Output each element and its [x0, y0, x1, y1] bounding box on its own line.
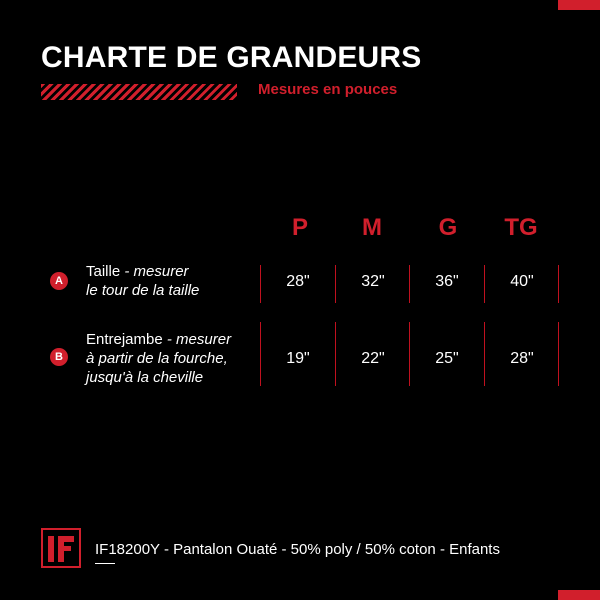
brand-logo	[41, 528, 81, 568]
cell-waist-m: 32"	[361, 273, 385, 290]
row-label-note: jusqu'à la cheville	[86, 369, 204, 386]
row-badge-a: A	[50, 272, 68, 290]
page-title: CHARTE DE GRANDEURS	[41, 41, 422, 74]
row-label-note: le tour de la taille	[86, 282, 200, 299]
corner-accent-top	[558, 0, 600, 10]
size-header-p: P	[291, 214, 308, 241]
size-header-tg: TG	[504, 214, 538, 241]
cell-waist-g: 36"	[435, 273, 459, 290]
cell-inseam-m: 22"	[361, 350, 385, 367]
corner-accent-bottom	[558, 590, 600, 600]
row-label-main: Taille	[86, 263, 121, 280]
cell-waist-p: 28"	[286, 273, 310, 290]
cell-inseam-g: 25"	[435, 350, 459, 367]
row-label-waist	[86, 262, 199, 300]
row-label-note: - mesurer	[162, 331, 232, 348]
cell-inseam-tg: 28"	[510, 350, 534, 367]
size-header-g: G	[438, 214, 458, 241]
footer-underline	[95, 563, 115, 564]
row-label-note: à partir de la fourche,	[86, 350, 228, 367]
row-label-main: Entrejambe	[86, 331, 163, 348]
product-description: IF18200Y - Pantalon Ouaté - 50% poly / 50% coton - Enfants	[95, 541, 500, 558]
row-label-inseam	[86, 330, 231, 387]
cell-waist-tg: 40"	[510, 273, 534, 290]
hazard-stripe-decoration	[41, 84, 237, 100]
row-label-note: - mesurer	[120, 263, 189, 280]
cell-inseam-p: 19"	[286, 350, 310, 367]
units-subtitle: Mesures en pouces	[258, 81, 398, 98]
row-badge-b: B	[50, 348, 68, 366]
size-header-m: M	[362, 214, 382, 241]
